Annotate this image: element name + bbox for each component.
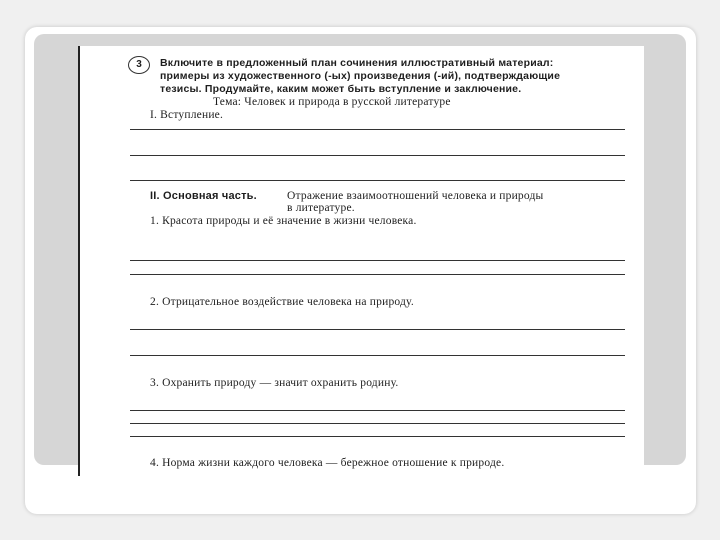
answer-line [130, 180, 625, 181]
answer-line [130, 274, 625, 275]
plan-item-1: 1. Красота природы и её значение в жизни человека. [150, 215, 417, 227]
plan-item-2: 2. Отрицательное воздействие человека на природу. [150, 296, 414, 308]
task-instruction-line-3: тезисы. Продумайте, каким может быть вступление и заключение. [160, 83, 522, 95]
answer-line [130, 423, 625, 424]
answer-line [130, 410, 625, 411]
section-main-line-1: Отражение взаимоотношений человека и природы [287, 190, 544, 202]
task-number-badge: 3 [128, 56, 150, 74]
answer-line [130, 155, 625, 156]
answer-line [130, 129, 625, 130]
answer-line [130, 329, 625, 330]
task-instruction-line-2: примеры из художественного (-ых) произведения (-ий), подтверждающие [160, 70, 561, 82]
essay-theme: Тема: Человек и природа в русской литературе [213, 96, 451, 108]
answer-line [130, 436, 625, 437]
page-margin-line [78, 46, 80, 476]
task-instruction-line-1: Включите в предложенный план сочинения иллюстративный материал: [160, 57, 554, 69]
section-intro-heading: I. Вступление. [150, 109, 224, 121]
plan-item-3: 3. Охранить природу — значит охранить родину. [150, 377, 399, 389]
answer-line [130, 260, 625, 261]
section-main-line-2: в литературе. [287, 202, 355, 214]
section-main-heading: II. Основная часть. [150, 190, 257, 202]
answer-line [130, 355, 625, 356]
plan-item-4: 4. Норма жизни каждого человека — бережное отношение к природе. [150, 457, 505, 469]
